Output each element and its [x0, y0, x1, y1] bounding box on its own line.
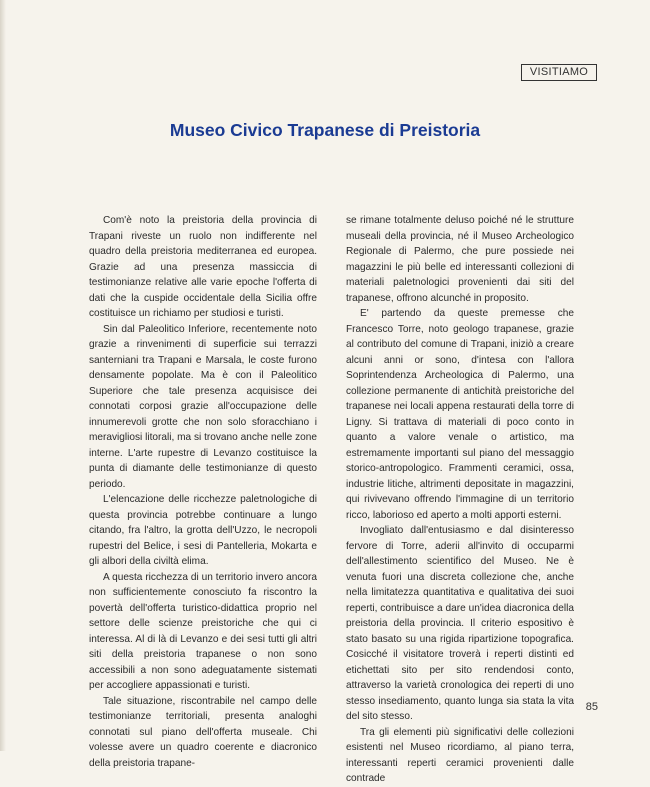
- paragraph: Tale situazione, riscontrabile nel campo delle testimonianze territoriali, presenta analoghi connotati sul piano dell'offerta museale. Chi volesse avere un quadro coerente e diacronico della preistoria trapane-: [89, 695, 317, 769]
- article-column-left: [89, 213, 317, 771]
- page-edge-shadow: [0, 0, 6, 751]
- paragraph: Tra gli elementi più significativi delle collezioni esistenti nel Museo ricordiamo, al piano terra, interessanti reperti ceramici provenienti dalle contrade: [346, 726, 574, 784]
- paragraph: Invogliato dall'entusiasmo e dal disinteresso fervore di Torre, aderii all'invito di occuparmi dell'allestimento scientifico del Museo. Ne è venuta fuori una discreta collezione che, anche nella limitatezza quantitativa e qualitativa dei suoi reperti, contribuisce a dare un'idea diacronica della preistoria della provincia. Il criterio espositivo è stato basato su una rigida ripartizione topografica. Cosicché il visitatore troverà i reperti distinti ed etichettati sito per sito rendendosi conto, attraverso la varietà cronologica dei reperti di uno stesso insediamento, quanto lunga sia stata la vita del sito stesso.: [346, 525, 574, 722]
- page-number: 85: [585, 701, 598, 713]
- paragraph: Sin dal Paleolitico Inferiore, recentemente noto grazie a rinvenimenti di superficie sui terrazzi santerniani tra Trapani e Marsala, le coste furono densamente popolate. Ma è con il Paleolitico Superiore che tale presenza acquisisce dei connotati corposi grazie all'occupazione delle innumerevoli grotte che non solo sforacchiano i meravigliosi litorali, ma si trovano anche nelle zone interne. L'arte rupestre di Levanzo costituisce la punta di diamante delle testimonianze di questo periodo.: [89, 323, 317, 490]
- paragraph: A questa ricchezza di un territorio invero ancora non sufficientemente conosciuto fa riscontro la povertà dell'offerta turistico-didattica proprio nel settore delle scienze preistoriche che qui ci interessa. Al di là di Levanzo e dei sesi tutti gli altri siti della preistoria trapanese o non sono accessibili a non sono adeguatamente sistemati per accogliere appassionati e turisti.: [89, 571, 317, 691]
- paragraph: se rimane totalmente deluso poiché né le strutture museali della provincia, né il Museo Archeologico Regionale di Palermo, che pure possiede nei magazzini le più belle ed interessanti collezioni di materiali paletnologici provenienti dai siti del trapanese, offrono alcunché in proposito.: [346, 215, 574, 304]
- paragraph: L'elencazione delle ricchezze paletnologiche di questa provincia potrebbe continuare a lungo citando, fra l'altro, la grotta dell'Uzzo, le necropoli rupestri del Belice, i sesi di Pantelleria, Mokarta e gli albori della civiltà elima.: [89, 494, 317, 567]
- page-title: Museo Civico Trapanese di Preistoria: [169, 120, 481, 140]
- article-column-right: [346, 213, 574, 787]
- paragraph: E' partendo da queste premesse che Francesco Torre, noto geologo trapanese, grazie al contributo del comune di Trapani, iniziò a creare alcuni anni or sono, d'intesa con l'allora Soprintendenza Archeologica di Palermo, una collezione permanente di antichità preistoriche del trapanese nei locali appena restaurati della torre di Ligny. Si trattava di materiali di poco conto in quanto a valore venale o artistico, ma estremamente importanti sul piano del messaggio storico-antropologico. Frammenti ceramici, ossa, industrie litiche, altrimenti depositate in magazzini, qui rivivevano offrendo l'immagine di un territorio ricco, laborioso ed aperto a molti apporti esterni.: [346, 308, 574, 521]
- paragraph: Com'è noto la preistoria della provincia di Trapani riveste un ruolo non indifferente nel quadro della preistoria mediterranea ed europea. Grazie ad una presenza massiccia di testimonianze relative alle varie epoche l'offerta di dati che la cuspide occidentale della Sicilia offre costituisce un richiamo per studiosi e turisti.: [89, 215, 317, 319]
- section-tag: VISITIAMO: [521, 64, 597, 81]
